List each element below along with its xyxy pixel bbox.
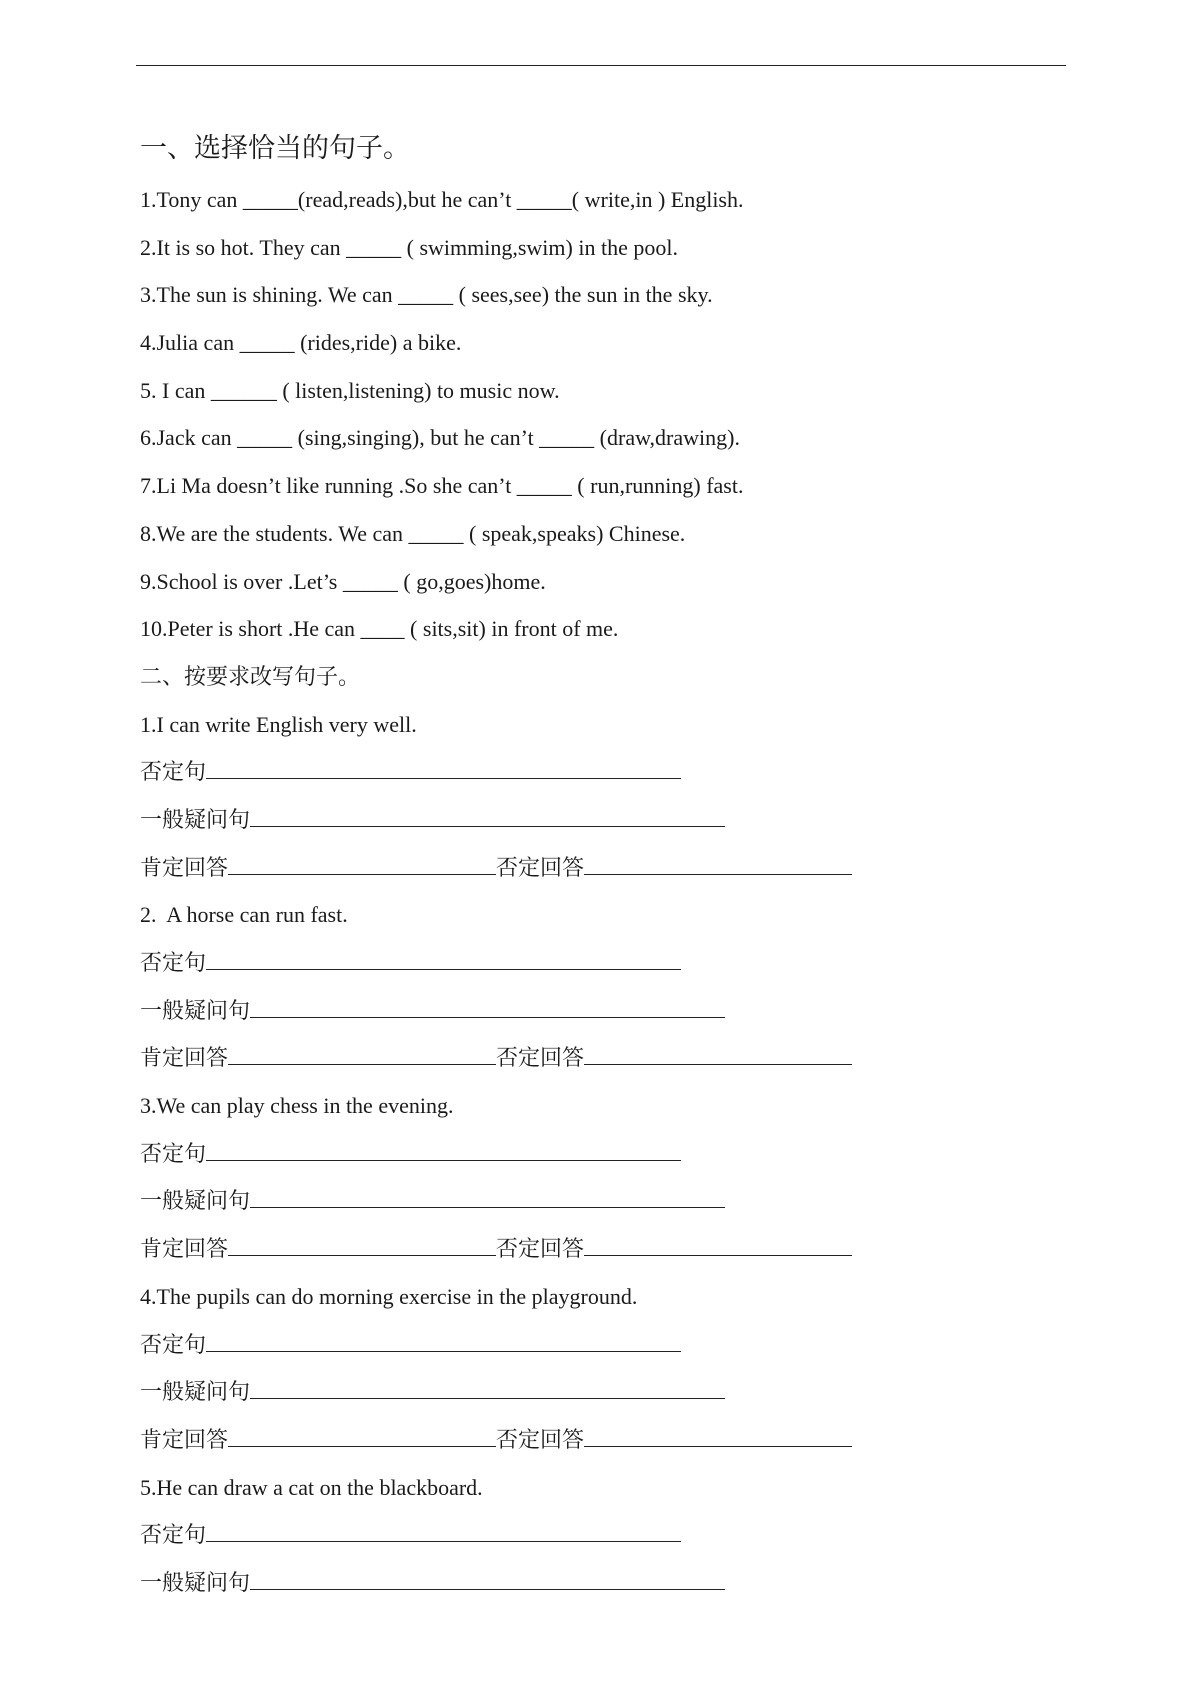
rewrite-group-5	[140, 1464, 1100, 1607]
exercise-item-1: 1.Tony can _____(read,reads),but he can’t _____( write,in ) English.	[140, 187, 744, 212]
exercise-item-10: 10.Peter is short .He can ____ ( sits,sit) in front of me.	[140, 616, 619, 642]
exercise-item-5: 5. I can ______ ( listen,listening) to music now.	[140, 377, 560, 403]
positive-answer-blank[interactable]	[228, 1231, 496, 1256]
negative-row	[140, 1511, 1100, 1559]
positive-answer-label: 肯定回答	[140, 854, 229, 880]
negative-row	[140, 1130, 1100, 1178]
positive-answer-label: 肯定回答	[140, 1426, 229, 1452]
question-row	[140, 987, 1100, 1035]
rewrite-sentence-3: 3.We can play chess in the evening.	[140, 1093, 454, 1119]
exercise-item-7: 7.Li Ma doesn’t like running .So she can’t _____ ( run,running) fast.	[140, 473, 744, 499]
answers-row	[140, 844, 1100, 892]
question-answer-blank[interactable]	[250, 802, 725, 827]
negative-row	[140, 939, 1100, 987]
negative-reply-blank[interactable]	[584, 1040, 852, 1065]
rewrite-group-4	[140, 1273, 1100, 1464]
positive-answer-blank[interactable]	[228, 1422, 496, 1447]
question-row	[140, 796, 1100, 844]
negative-answer-label: 否定回答	[496, 1426, 585, 1452]
negative-label: 否定句	[140, 759, 207, 785]
negative-label: 否定句	[140, 950, 207, 975]
negative-answer-blank[interactable]	[206, 754, 681, 779]
question-answer-blank[interactable]	[250, 1374, 725, 1399]
rewrite-group-1	[140, 701, 1100, 892]
question-answer-blank[interactable]	[250, 993, 725, 1018]
negative-reply-blank[interactable]	[584, 1422, 852, 1447]
negative-label: 否定句	[140, 1140, 207, 1166]
negative-answer-label: 否定回答	[496, 854, 585, 880]
positive-answer-blank[interactable]	[228, 1040, 496, 1065]
negative-answer-blank[interactable]	[206, 945, 681, 970]
question-label: 一般疑问句	[140, 1569, 251, 1595]
question-row	[140, 1177, 1100, 1225]
question-label: 一般疑问句	[140, 1188, 251, 1214]
rewrite-sentence-5: 5.He can draw a cat on the blackboard.	[140, 1474, 483, 1500]
negative-answer-label: 否定回答	[496, 1045, 585, 1071]
rewrite-group-2	[140, 891, 1100, 1082]
section-2-title: 二、按要求改写句子。	[140, 663, 361, 689]
exercise-item-2: 2.It is so hot. They can _____ ( swimming,swim) in the pool.	[140, 234, 678, 260]
positive-answer-label: 肯定回答	[140, 1236, 229, 1262]
question-row	[140, 1559, 1100, 1607]
negative-row	[140, 1321, 1100, 1369]
rewrite-sentence-1: 1.I can write English very well.	[140, 711, 417, 737]
question-label: 一般疑问句	[140, 806, 251, 832]
negative-answer-blank[interactable]	[206, 1136, 681, 1161]
negative-answer-label: 否定回答	[496, 1236, 585, 1262]
negative-row	[140, 748, 1100, 796]
question-row	[140, 1368, 1100, 1416]
header-rule	[136, 65, 1066, 66]
exercise-item-6: 6.Jack can _____ (sing,singing), but he can’t _____ (draw,drawing).	[140, 425, 740, 451]
negative-label: 否定句	[140, 1331, 207, 1357]
answers-row	[140, 1416, 1100, 1464]
question-answer-blank[interactable]	[250, 1183, 725, 1208]
worksheet	[140, 120, 1100, 1607]
answers-row	[140, 1225, 1100, 1273]
question-label: 一般疑问句	[140, 997, 251, 1023]
rewrite-sentence-4: 4.The pupils can do morning exercise in the playground.	[140, 1283, 638, 1309]
negative-reply-blank[interactable]	[584, 850, 852, 875]
answers-row	[140, 1034, 1100, 1082]
negative-answer-blank[interactable]	[206, 1517, 681, 1542]
question-label: 一般疑问句	[140, 1379, 251, 1405]
exercise-item-8: 8.We are the students. We can _____ ( speak,speaks) Chinese.	[140, 520, 686, 546]
rewrite-sentence-2: 2. A horse can run fast.	[140, 902, 348, 928]
negative-label: 否定句	[140, 1522, 207, 1548]
question-answer-blank[interactable]	[250, 1565, 725, 1590]
negative-reply-blank[interactable]	[584, 1231, 852, 1256]
exercise-item-3: 3.The sun is shining. We can _____ ( sees,see) the sun in the sky.	[140, 282, 713, 308]
section-1-items	[140, 176, 1100, 653]
negative-answer-blank[interactable]	[206, 1327, 681, 1352]
rewrite-group-3	[140, 1082, 1100, 1273]
exercise-item-9: 9.School is over .Let’s _____ ( go,goes)home.	[140, 568, 546, 594]
positive-answer-blank[interactable]	[228, 850, 496, 875]
exercise-item-4: 4.Julia can _____ (rides,ride) a bike.	[140, 330, 462, 356]
positive-answer-label: 肯定回答	[140, 1045, 229, 1071]
section-1-title: 一、选择恰当的句子。	[140, 133, 410, 163]
